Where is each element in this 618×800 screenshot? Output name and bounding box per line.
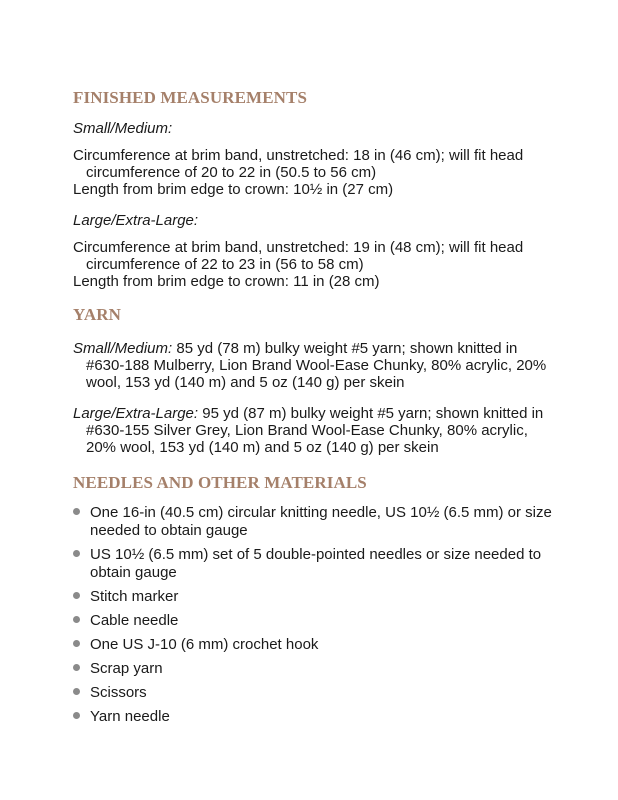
list-item-text: Scrap yarn — [90, 660, 163, 677]
list-item-text: Stitch marker — [90, 588, 179, 605]
list-item — [73, 612, 553, 630]
list-item — [73, 684, 553, 702]
size-label-large-extra-large: Large/Extra-Large: — [73, 212, 199, 229]
materials-list — [73, 504, 553, 726]
list-item-text: Cable needle — [90, 612, 179, 629]
list-item-text: One US J-10 (6 mm) crochet hook — [90, 636, 319, 653]
yarn-size-label: Small/Medium: — [73, 340, 173, 357]
bullet-icon — [73, 592, 80, 599]
bullet-icon — [73, 616, 80, 623]
bullet-icon — [73, 688, 80, 695]
list-item — [73, 708, 553, 726]
list-item — [73, 660, 553, 678]
measurement-length-small-medium: Length from brim edge to crown: 10½ in (27 cm) — [73, 181, 394, 198]
list-item-text: One 16-in (40.5 cm) circular knitting needle, US 10½ (6.5 mm) or size needed to obtain gauge — [90, 504, 552, 539]
list-item — [73, 636, 553, 654]
bullet-icon — [73, 664, 80, 671]
measurement-circumference-small-medium: Circumference at brim band, unstretched: 18 in (46 cm); will fit head circumference of 20 to 22 in (50.5 to 56 cm) — [73, 147, 524, 181]
yarn-description: 85 yd (78 m) bulky weight #5 yarn; shown knitted in #630-188 Mulberry, Lion Brand Wool-Ease Chunky, 80% acrylic, 20% wool, 153 yd (140 m) and 5 oz (140 g) per skein — [86, 340, 547, 391]
measurement-circumference-large-extra-large: Circumference at brim band, unstretched: 19 in (48 cm); will fit head circumference of 22 to 23 in (56 to 58 cm) — [73, 239, 524, 273]
list-item-text: Scissors — [90, 684, 147, 701]
bullet-icon — [73, 550, 80, 557]
size-label-small-medium: Small/Medium: — [73, 120, 173, 137]
pattern-page — [73, 86, 553, 732]
yarn-entry-large-extra-large — [73, 405, 553, 456]
list-item — [73, 546, 553, 582]
list-item-text: US 10½ (6.5 mm) set of 5 double-pointed needles or size needed to obtain gauge — [90, 546, 542, 581]
bullet-icon — [73, 640, 80, 647]
list-item — [73, 588, 553, 606]
needles-materials-heading: NEEDLES AND OTHER MATERIALS — [73, 473, 367, 492]
yarn-description: 95 yd (87 m) bulky weight #5 yarn; shown knitted in #630-155 Silver Grey, Lion Brand Wool-Ease Chunky, 80% acrylic, 20% wool, 153 yd (140 m) and 5 oz (140 g) per skein — [86, 405, 544, 456]
list-item-text: Yarn needle — [90, 708, 170, 725]
list-item — [73, 504, 553, 540]
yarn-entry-small-medium — [73, 340, 553, 391]
bullet-icon — [73, 508, 80, 515]
measurement-length-large-extra-large: Length from brim edge to crown: 11 in (28 cm) — [73, 273, 380, 290]
finished-measurements-heading: FINISHED MEASUREMENTS — [73, 88, 307, 107]
bullet-icon — [73, 712, 80, 719]
yarn-size-label: Large/Extra-Large: — [73, 405, 199, 422]
yarn-heading: YARN — [73, 305, 121, 324]
